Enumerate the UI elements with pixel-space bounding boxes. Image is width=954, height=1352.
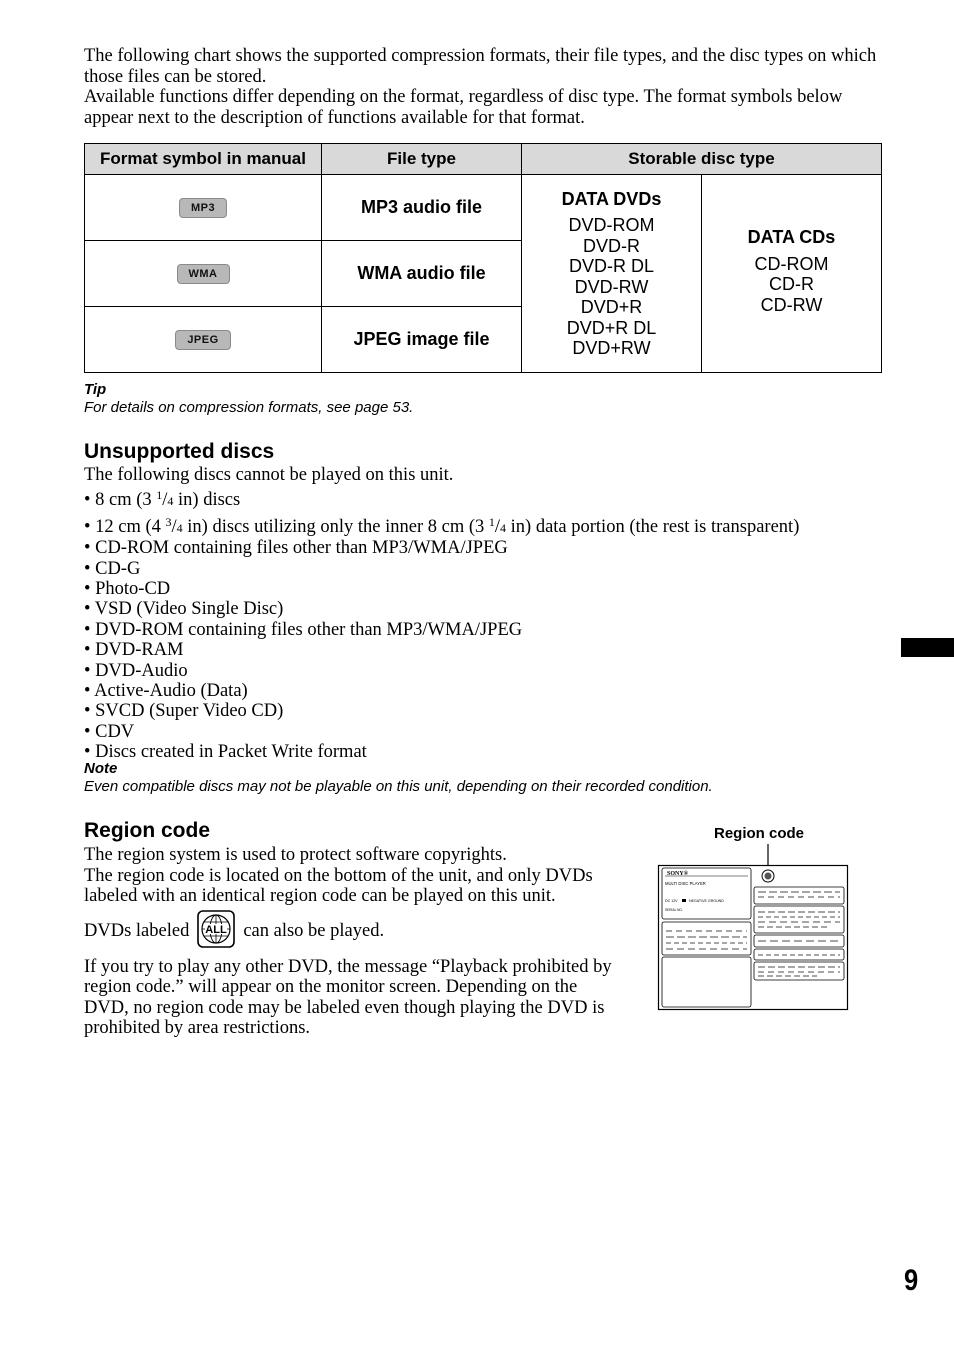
- region-code-body: [84, 845, 624, 1039]
- intro-paragraph-2: Available functions differ depending on the format, regardless of disc type. The format symbols below appear next to the description of functions available for that format.: [84, 87, 843, 128]
- file-type-cell: MP3 audio file: [322, 175, 522, 241]
- region-paragraph-1: The region system is used to protect software copyrights.: [84, 845, 507, 865]
- list-item: • DVD-ROM containing files other than MP3/WMA/JPEG: [84, 619, 523, 640]
- intro-paragraph-1: The following chart shows the supported compression formats, their file types, and the disc types on which those files can be stored.: [84, 46, 877, 87]
- unsupported-intro: The following discs cannot be played on this unit.: [84, 465, 454, 485]
- region-paragraph-2: The region code is located on the bottom of the unit, and only DVDs labeled with an identical region code can be played on this unit.: [84, 865, 593, 906]
- note: [84, 760, 713, 796]
- region-paragraph-4: If you try to play any other DVD, the message “Playback prohibited by region code.” will appear on the monitor screen. Depending on the DVD, no region code may be labeled even though playing the DVD is prohibited by area restrictions.: [84, 956, 612, 1038]
- list-item: • DVD-RAM: [84, 640, 184, 661]
- disc-item: DVD+RW: [572, 338, 651, 358]
- list-item: • Active-Audio (Data): [84, 681, 248, 702]
- region-all-globe-icon: [197, 910, 235, 954]
- disc-item: DVD-R: [583, 235, 640, 256]
- unit-bottom-label-illustration: [657, 842, 851, 1019]
- format-table: [84, 143, 882, 373]
- list-item: • DVD-Audio: [84, 660, 188, 681]
- header-file-type: File type: [322, 144, 522, 175]
- file-type-cell: JPEG image file: [322, 307, 522, 373]
- disc-item: CD-ROM: [754, 253, 829, 274]
- svg-text:SONY®: SONY®: [667, 871, 689, 877]
- svg-text:SERIAL NO.: SERIAL NO.: [665, 908, 683, 912]
- list-item: • CDV: [84, 721, 135, 742]
- disc-item: CD-RW: [760, 294, 823, 315]
- wma-symbol-icon: WMA: [177, 264, 230, 284]
- format-symbol-cell: [85, 175, 322, 241]
- disc-item: DVD-RW: [574, 276, 649, 297]
- section-side-tab: [901, 638, 954, 657]
- disc-item: DVD+R DL: [566, 317, 657, 338]
- mp3-symbol-icon: MP3: [179, 198, 227, 218]
- page-number: 9: [904, 1264, 919, 1297]
- region-all-line: DVDs labeled ALL can also be played.: [84, 913, 624, 951]
- disc-item: DVD-R DL: [568, 256, 654, 276]
- note-label: Note: [84, 760, 118, 777]
- unsupported-discs-heading: Unsupported discs: [84, 440, 275, 463]
- tip: [84, 381, 413, 417]
- list-item: • 12 cm (4 $^3$/4 in) discs utilizing only the inner 8 cm (3 $^1$/4 in) data portion (the rest is transparent): [84, 514, 800, 537]
- list-item: • Photo-CD: [84, 579, 171, 600]
- list-item: • CD-G: [84, 558, 141, 579]
- list-item: • VSD (Video Single Disc): [84, 599, 284, 620]
- format-symbol-cell: [85, 307, 322, 373]
- list-item: • CD-ROM containing files other than MP3/WMA/JPEG: [84, 538, 508, 559]
- list-item: • Discs created in Packet Write format: [84, 742, 367, 763]
- unsupported-list: [84, 485, 799, 762]
- table-row: [85, 175, 882, 241]
- region-code-callout-label: Region code: [714, 825, 805, 842]
- disc-item: DVD+R: [580, 297, 643, 317]
- region-code-heading: Region code: [84, 819, 211, 842]
- file-type-cell: WMA audio file: [322, 241, 522, 307]
- header-storable-disc-type: Storable disc type: [522, 144, 882, 175]
- format-symbol-cell: [85, 241, 322, 307]
- data-dvds-cell: [522, 175, 702, 373]
- svg-text:MULTI DISC PLAYER: MULTI DISC PLAYER: [665, 881, 706, 886]
- list-item: • SVCD (Super Video CD): [84, 701, 284, 722]
- data-cds-title: DATA CDs: [747, 227, 836, 247]
- note-text: Even compatible discs may not be playable on this unit, depending on their recorded condition.: [84, 778, 713, 795]
- tip-text: For details on compression formats, see page 53.: [84, 399, 414, 416]
- svg-text:NEGATIVE GROUND: NEGATIVE GROUND: [689, 899, 724, 903]
- tip-label: Tip: [84, 381, 107, 398]
- list-item: • 8 cm (3 $^1$/4 in) discs: [84, 488, 241, 511]
- header-format-symbol: Format symbol in manual: [85, 144, 322, 175]
- jpeg-symbol-icon: JPEG: [175, 330, 230, 350]
- unsupported-discs-body: [84, 465, 799, 763]
- disc-item: CD-R: [769, 274, 814, 294]
- data-dvds-title: DATA DVDs: [561, 188, 662, 209]
- data-cds-cell: [702, 175, 882, 373]
- intro-text: [84, 46, 884, 128]
- disc-item: DVD-ROM: [568, 215, 655, 235]
- svg-text:DC 12V: DC 12V: [665, 899, 678, 903]
- svg-text:ALL: ALL: [205, 923, 228, 936]
